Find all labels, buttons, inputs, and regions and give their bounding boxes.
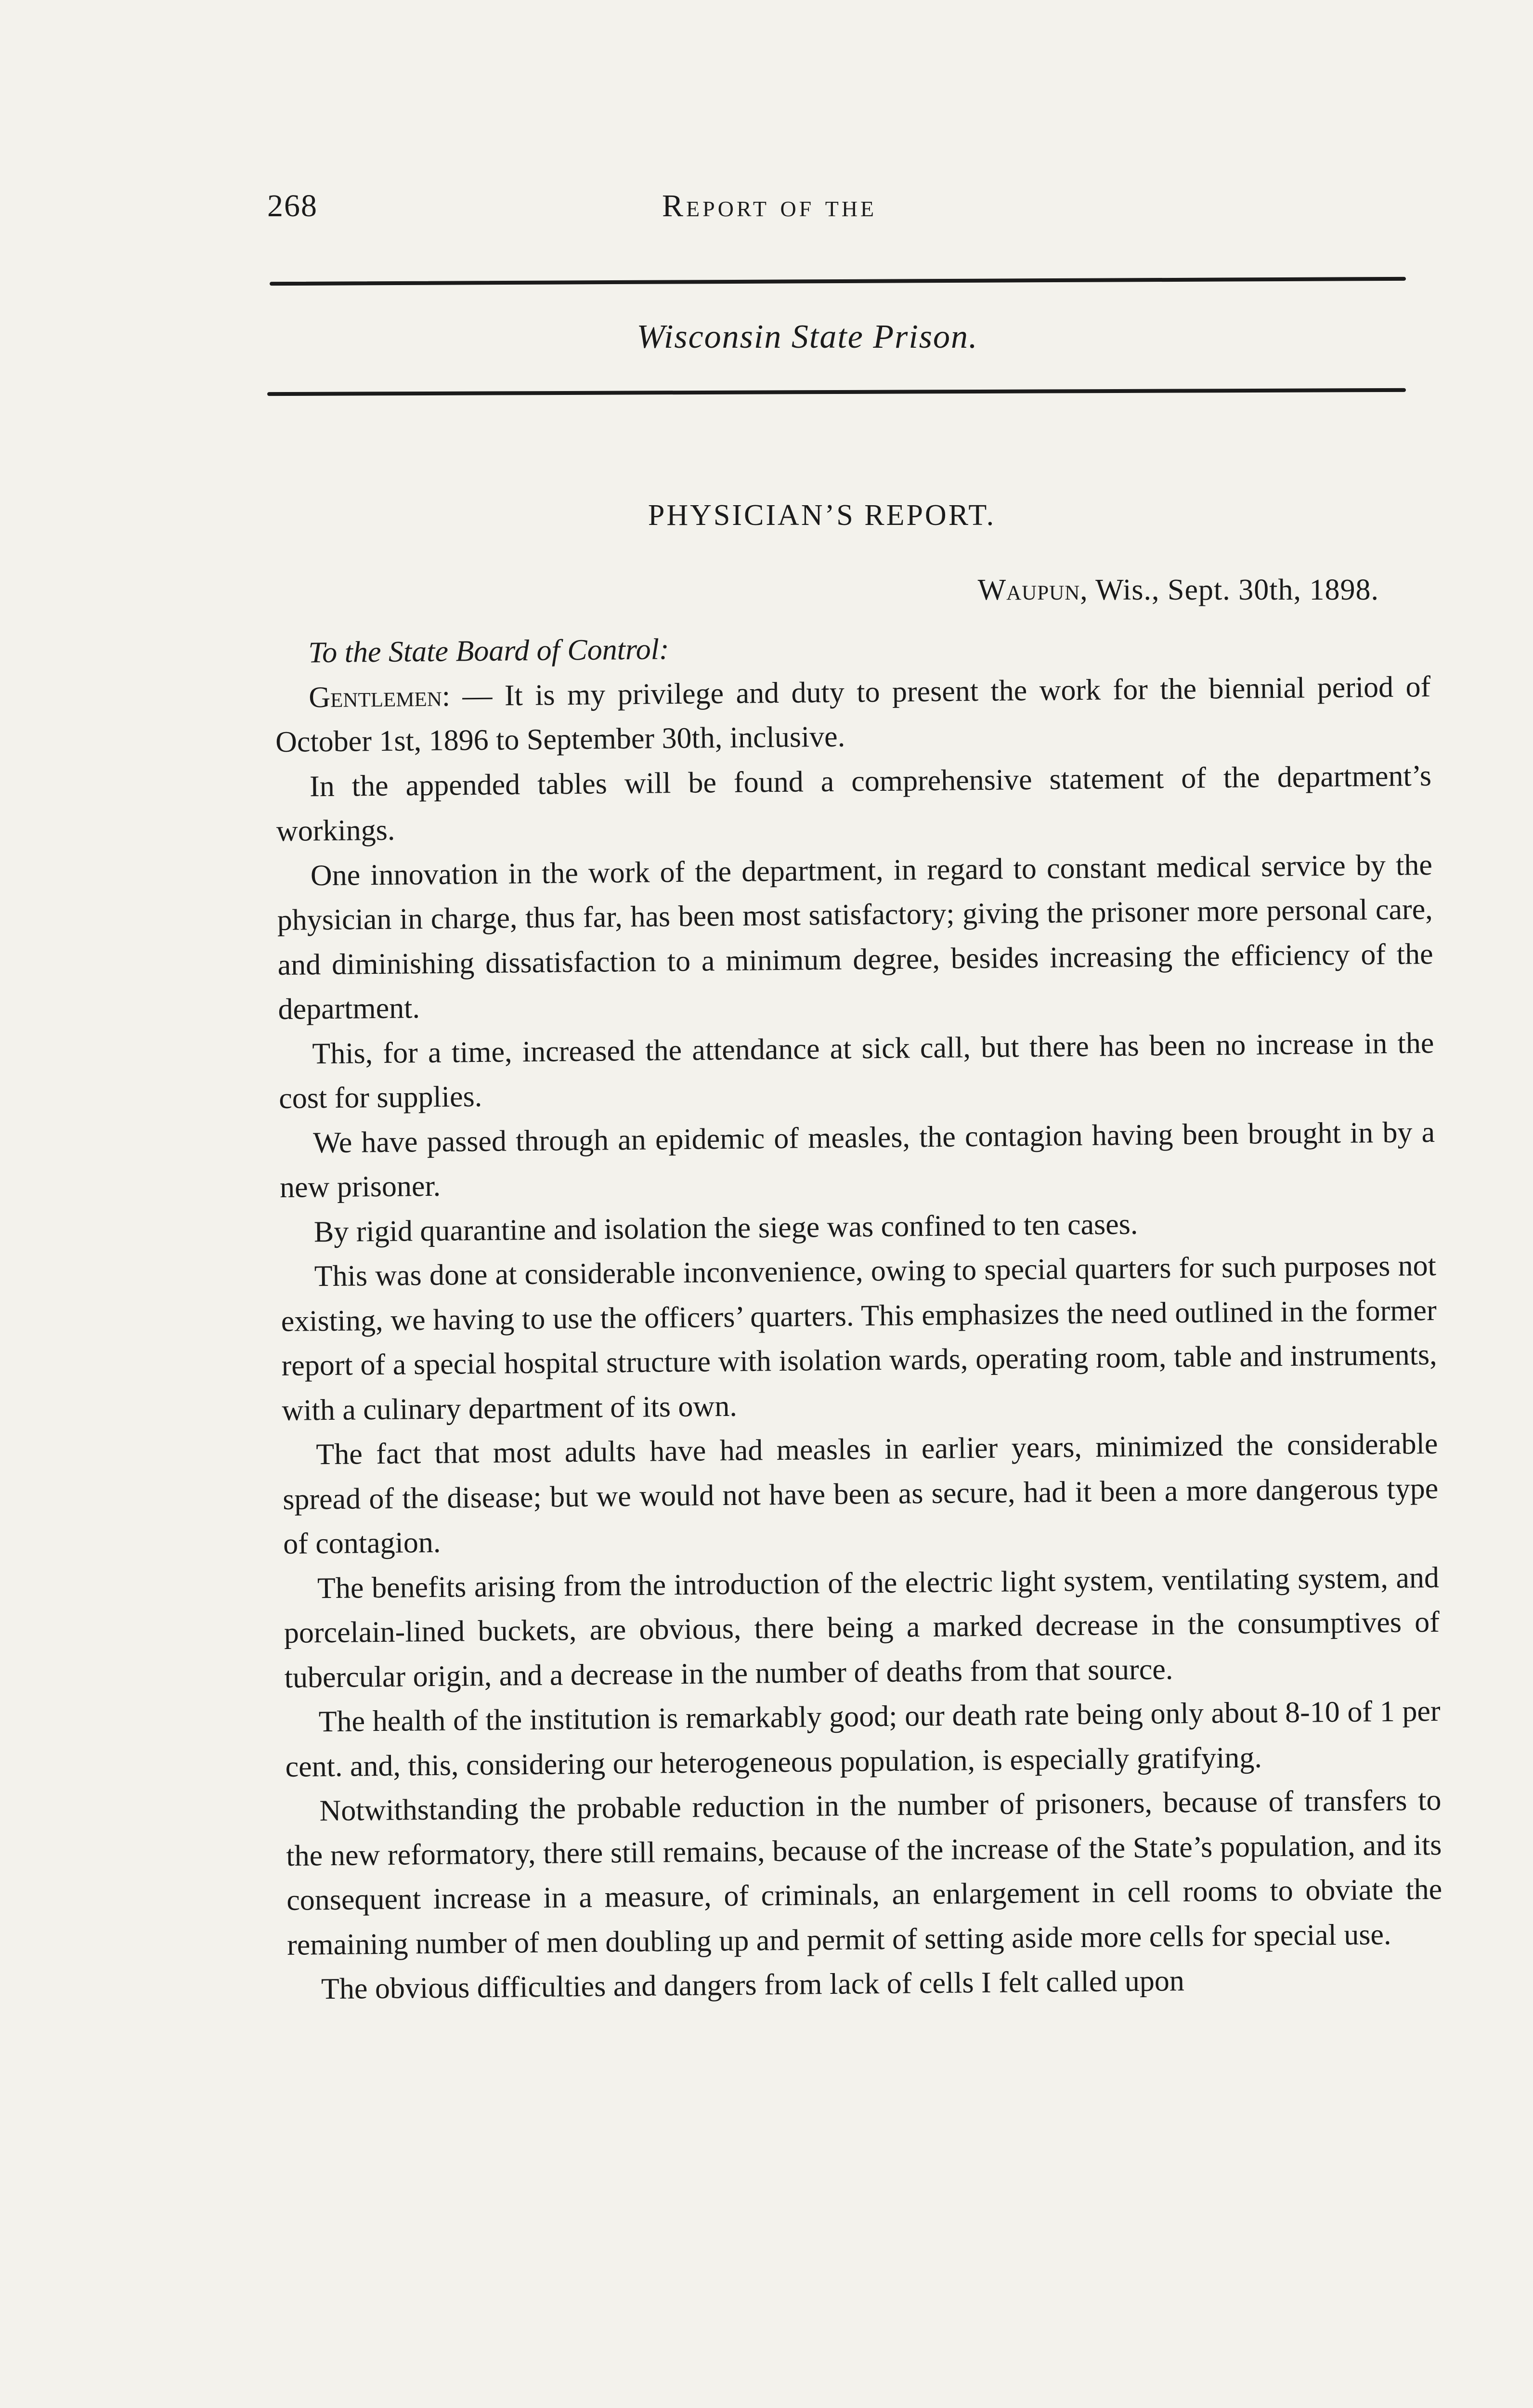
paragraph: By rigid quarantine and isolation the siege was confined to ten cases.	[313, 1207, 1138, 1248]
dateline-date: , Wis., Sept. 30th, 1898.	[1080, 574, 1379, 606]
paragraph	[275, 664, 1431, 764]
salutation: To the State Board of Control:	[308, 633, 669, 669]
running-head	[267, 188, 1423, 241]
report-body	[274, 620, 1443, 2012]
report-title: PHYSICIAN’S REPORT.	[648, 499, 996, 532]
paragraph: One innovation in the work of the department, in regard to constant medical service by the physician in charge, thus far, has been most satisfactory; giving the prisoner more personal care, and diminishing dissatisfaction to a minimum degree, besides increasing the efficiency of the department.	[277, 848, 1433, 1026]
paragraph: This, for a time, increased the attendance at sick call, but there has been no increase in the cost for supplies.	[278, 1026, 1434, 1115]
paragraph: Notwithstanding the probable reduction in the number of prisoners, because of transfers to the new reformatory, there still remains, because of the increase of the State’s population, and its consequent increase in a measure, of criminals, an enlargement in cell rooms to obviate the remaining number of men doubling up and permit of setting aside more cells for special use.	[286, 1783, 1442, 1962]
header-rule-top	[270, 277, 1406, 286]
paragraph: The obvious difficulties and dangers from lack of cells I felt called upon	[321, 1964, 1185, 2006]
paragraph: We have passed through an epidemic of measles, the contagion having been brought in by a new prisoner.	[279, 1115, 1435, 1204]
paragraph-text: — It is my privilege and duty to present the work for the biennial period of October 1st, 1896 to September 30th, inclusive.	[275, 670, 1431, 759]
section-title: Wisconsin State Prison.	[637, 318, 978, 355]
opening-word: Gentlemen:	[308, 680, 451, 714]
page-number: 268	[267, 188, 318, 223]
header-rule-bottom	[267, 388, 1406, 396]
paragraph: The fact that most adults have had measles in earlier years, minimized the considerable spread of the disease; but we would not have been as secure, had it been a more dangerous type of contagion.	[282, 1427, 1439, 1560]
running-title: Report of the	[662, 188, 877, 223]
paragraph: In the appended tables will be found a comprehensive statement of the department’s workings.	[276, 759, 1432, 848]
dateline-place: Waupun	[977, 574, 1080, 606]
dateline	[978, 573, 1379, 607]
paragraph: The benefits arising from the introduction of the electric light system, ventilating system, and porcelain-lined buckets, are obvious, there being a marked decrease in the consumptives of tubercular origin, and a decrease in the number of deaths from that source.	[284, 1561, 1440, 1694]
paragraph: The health of the institution is remarkably good; our death rate being only about 8-10 of 1 per cent. and, this, considering our heterogeneous population, is especially gratifying.	[285, 1694, 1441, 1783]
paragraph: This was done at considerable inconvenience, owing to special quarters for such purposes not existing, we having to use the officers’ quarters. This emphasizes the need outlined in the former report of a special hospital structure with isolation wards, operating room, table and instruments, with a culinary department of its own.	[281, 1249, 1437, 1427]
